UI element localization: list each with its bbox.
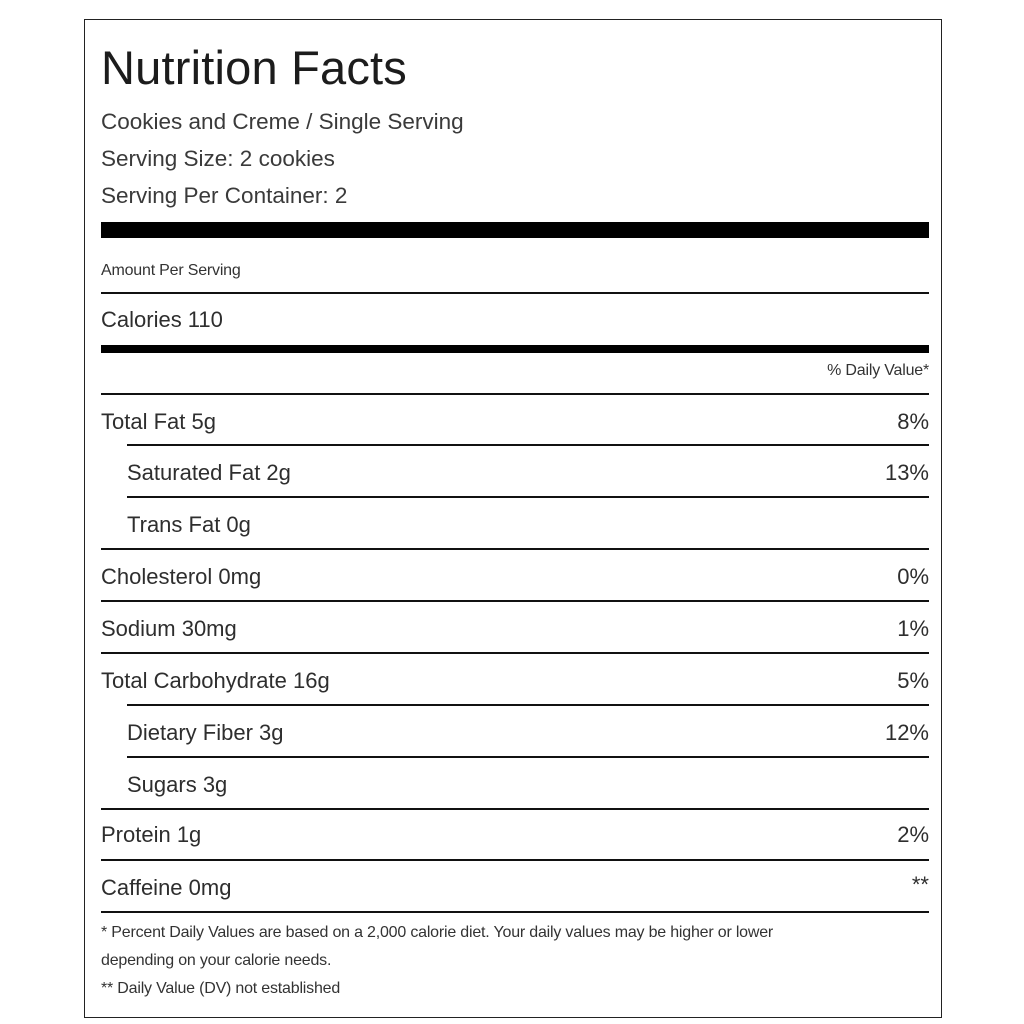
daily-value-header: % Daily Value* [827, 362, 929, 379]
dv-saturated-fat: 13% [884, 460, 929, 485]
dv-sodium: 1% [897, 616, 929, 641]
calories: Calories 110 [101, 307, 223, 332]
divider [101, 911, 929, 913]
nutrient-trans-fat: Trans Fat 0g [127, 512, 251, 537]
footnote-daily-values-cont: depending on your calorie needs. [101, 952, 332, 969]
footnote-daily-values: * Percent Daily Values are based on a 2,000 calorie diet. Your daily values may be higher or lower [101, 924, 774, 941]
nutrient-total-fat: Total Fat 5g [101, 409, 216, 434]
nutrient-sugars: Sugars 3g [127, 772, 228, 797]
divider [101, 808, 929, 810]
nutrition-facts-label [84, 19, 942, 1018]
divider [101, 859, 929, 861]
divider [101, 548, 929, 550]
serving-size: Serving Size: 2 cookies [101, 146, 335, 171]
thick-divider-top [101, 222, 929, 238]
divider [127, 756, 929, 758]
nutrient-saturated-fat: Saturated Fat 2g [127, 460, 291, 485]
dv-caffeine: ** [911, 872, 929, 897]
divider [127, 496, 929, 498]
divider [101, 393, 929, 395]
thick-divider-calories [101, 345, 929, 353]
amount-per-serving-label: Amount Per Serving [101, 262, 241, 279]
nutrient-caffeine: Caffeine 0mg [101, 875, 232, 900]
dv-cholesterol: 0% [897, 564, 929, 589]
divider [101, 292, 929, 294]
dv-total-fat: 8% [897, 409, 929, 434]
product-name: Cookies and Creme / Single Serving [101, 109, 464, 134]
footnote-dv-not-established: ** Daily Value (DV) not established [101, 980, 341, 997]
divider [127, 444, 929, 446]
dv-protein: 2% [897, 822, 929, 847]
label-title: Nutrition Facts [101, 41, 407, 94]
nutrient-dietary-fiber: Dietary Fiber 3g [127, 720, 284, 745]
nutrient-protein: Protein 1g [101, 822, 202, 847]
divider [101, 600, 929, 602]
divider [101, 652, 929, 654]
divider [127, 704, 929, 706]
nutrient-total-carbohydrate: Total Carbohydrate 16g [101, 668, 330, 693]
servings-per-container: Serving Per Container: 2 [101, 183, 348, 208]
nutrient-cholesterol: Cholesterol 0mg [101, 564, 262, 589]
nutrient-sodium: Sodium 30mg [101, 616, 237, 641]
dv-dietary-fiber: 12% [884, 720, 929, 745]
dv-total-carbohydrate: 5% [897, 668, 929, 693]
